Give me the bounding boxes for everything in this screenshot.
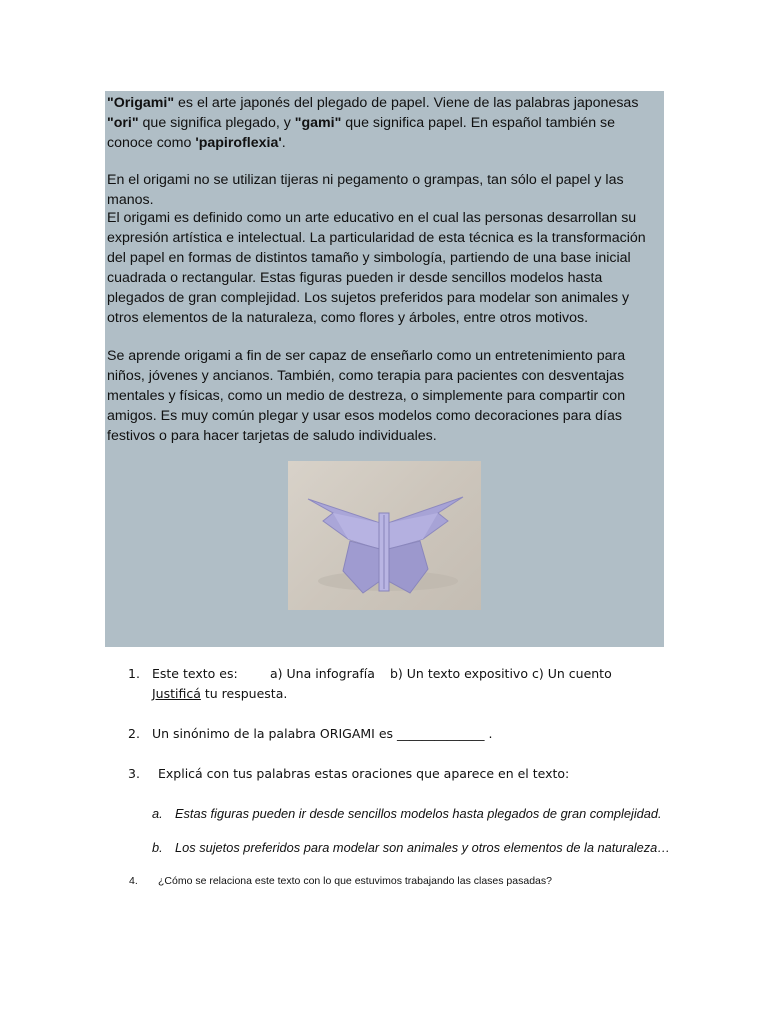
term-ori: "ori" [107,115,139,131]
question-1-number: 1. [128,666,140,681]
paragraph-materials: En el origami no se utilizan tijeras ni pegamento o grampas, tan sólo el papel y las manos. [107,172,624,208]
question-3b-label: b. [152,840,163,855]
question-1-text: Este texto es: [152,666,238,681]
paragraph-text: es el arte japonés del plegado de papel. Viene de las palabras japonesas [174,95,639,111]
paragraph-text: . [281,135,286,151]
question-3-number: 3. [128,766,140,781]
origami-butterfly-photo [288,461,481,610]
term-origami: "Origami" [107,95,175,111]
question-3a-label: a. [152,806,163,821]
paragraph-description: El origami es definido como un arte educativo en el cual las personas desarrollan su expresión artística e intelectual. La particularidad de esta técnica es la transformación del papel en formas de distintos tamaño y simbología, partiendo de una base inicial cuadrada o rectangular. Estas figuras pueden ir desde sencillos modelos hasta plegados de gran complejidad. Los sujetos preferidos para modelar son animales y otros elementos de la naturaleza, como flores y árboles, entre otros motivos. [107,210,646,326]
question-4-text: ¿Cómo se relaciona este texto con lo que estuvimos trabajando las clases pasadas? [158,875,552,887]
term-papiroflexia: 'papiroflexia' [195,135,282,151]
question-3-text: Explicá con tus palabras estas oraciones que aparece en el texto: [158,766,570,781]
butterfly-icon [288,461,481,610]
paragraph-purpose: Se aprende origami a fin de ser capaz de enseñarlo como un entretenimiento para niños, jóvenes y ancianos. También, como terapia para pacientes con desventajas mentales y físicas, como un medio de destreza, o simplemente para compartir con amigos. Es muy común plegar y usar esos modelos como decoraciones para días festivos o para hacer tarjetas de saludo individuales. [107,348,626,444]
question-1-justify [152,686,287,701]
paragraph-text: que significa papel. En español también se conoce como [107,115,616,151]
question-1-option-c: c) Un cuento [532,666,612,681]
question-2-text: Un sinónimo de la palabra ORIGAMI es ______________ . [152,726,493,741]
paragraph-text: que significa plegado, y [138,115,295,131]
question-4-number: 4. [129,875,138,887]
justify-rest: tu respuesta. [200,686,288,701]
question-3b-text: Los sujetos preferidos para modelar son animales y otros elementos de la naturaleza… [175,840,671,855]
question-3a-text: Estas figuras pueden ir desde sencillos modelos hasta plegados de gran complejidad. [175,806,662,821]
paragraph-definition [107,93,663,153]
term-gami: "gami" [294,115,342,131]
justifica-word: Justificá [152,686,201,701]
question-1-option-a: a) Una infografía [270,666,375,681]
question-2-number: 2. [128,726,140,741]
question-1-option-b: b) Un texto expositivo [390,666,528,681]
